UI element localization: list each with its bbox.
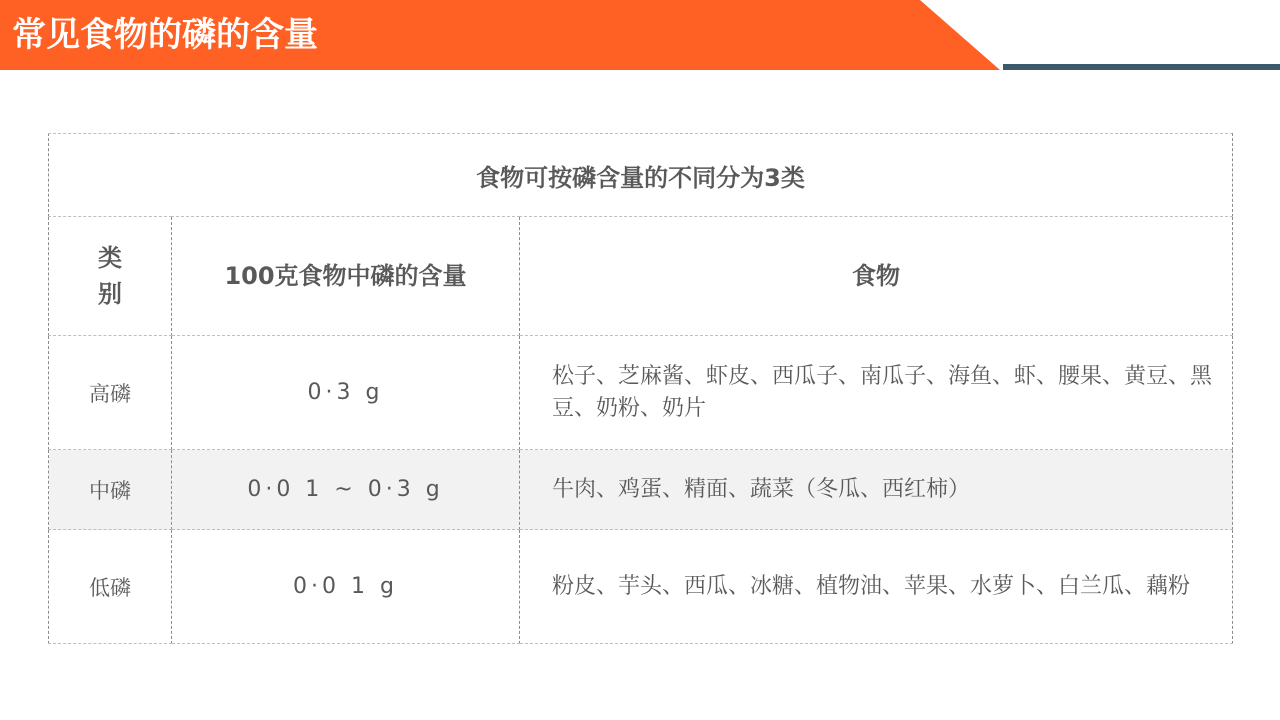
cell-type: 低磷 (49, 530, 172, 644)
cell-type: 高磷 (49, 336, 172, 450)
column-header-amount (172, 217, 520, 336)
phosphorus-table (48, 133, 1233, 644)
table-row-low (49, 530, 1233, 644)
header-row (49, 217, 1233, 336)
cell-type: 中磷 (49, 450, 172, 530)
slide-title: 常见食物的磷的含量 (12, 15, 318, 55)
column-header-foods: 食物 (520, 217, 1233, 336)
cell-foods: 松子、芝麻酱、虾皮、西瓜子、南瓜子、海鱼、虾、腰果、黄豆、黑豆、奶粉、奶片 (520, 336, 1233, 450)
column-header-amount-label: 100克食物中磷的含量 (224, 262, 467, 290)
cell-foods: 牛肉、鸡蛋、精面、蔬菜（冬瓜、西红柿） (520, 450, 1233, 530)
header-rule (1003, 64, 1280, 70)
table-row-high (49, 336, 1233, 450)
table-row-medium (49, 450, 1233, 530)
cell-amount: 0·0 1 g (172, 530, 520, 644)
cell-amount: 0·3 g (172, 336, 520, 450)
table-caption: 食物可按磷含量的不同分为3类 (49, 134, 1233, 217)
column-header-type-label: 类别 (98, 244, 122, 308)
cell-foods: 粉皮、芋头、西瓜、冰糖、植物油、苹果、水萝卜、白兰瓜、藕粉 (520, 530, 1233, 644)
caption-row (49, 134, 1233, 217)
column-header-type (49, 217, 172, 336)
cell-amount: 0·0 1 ~ 0·3 g (172, 450, 520, 530)
